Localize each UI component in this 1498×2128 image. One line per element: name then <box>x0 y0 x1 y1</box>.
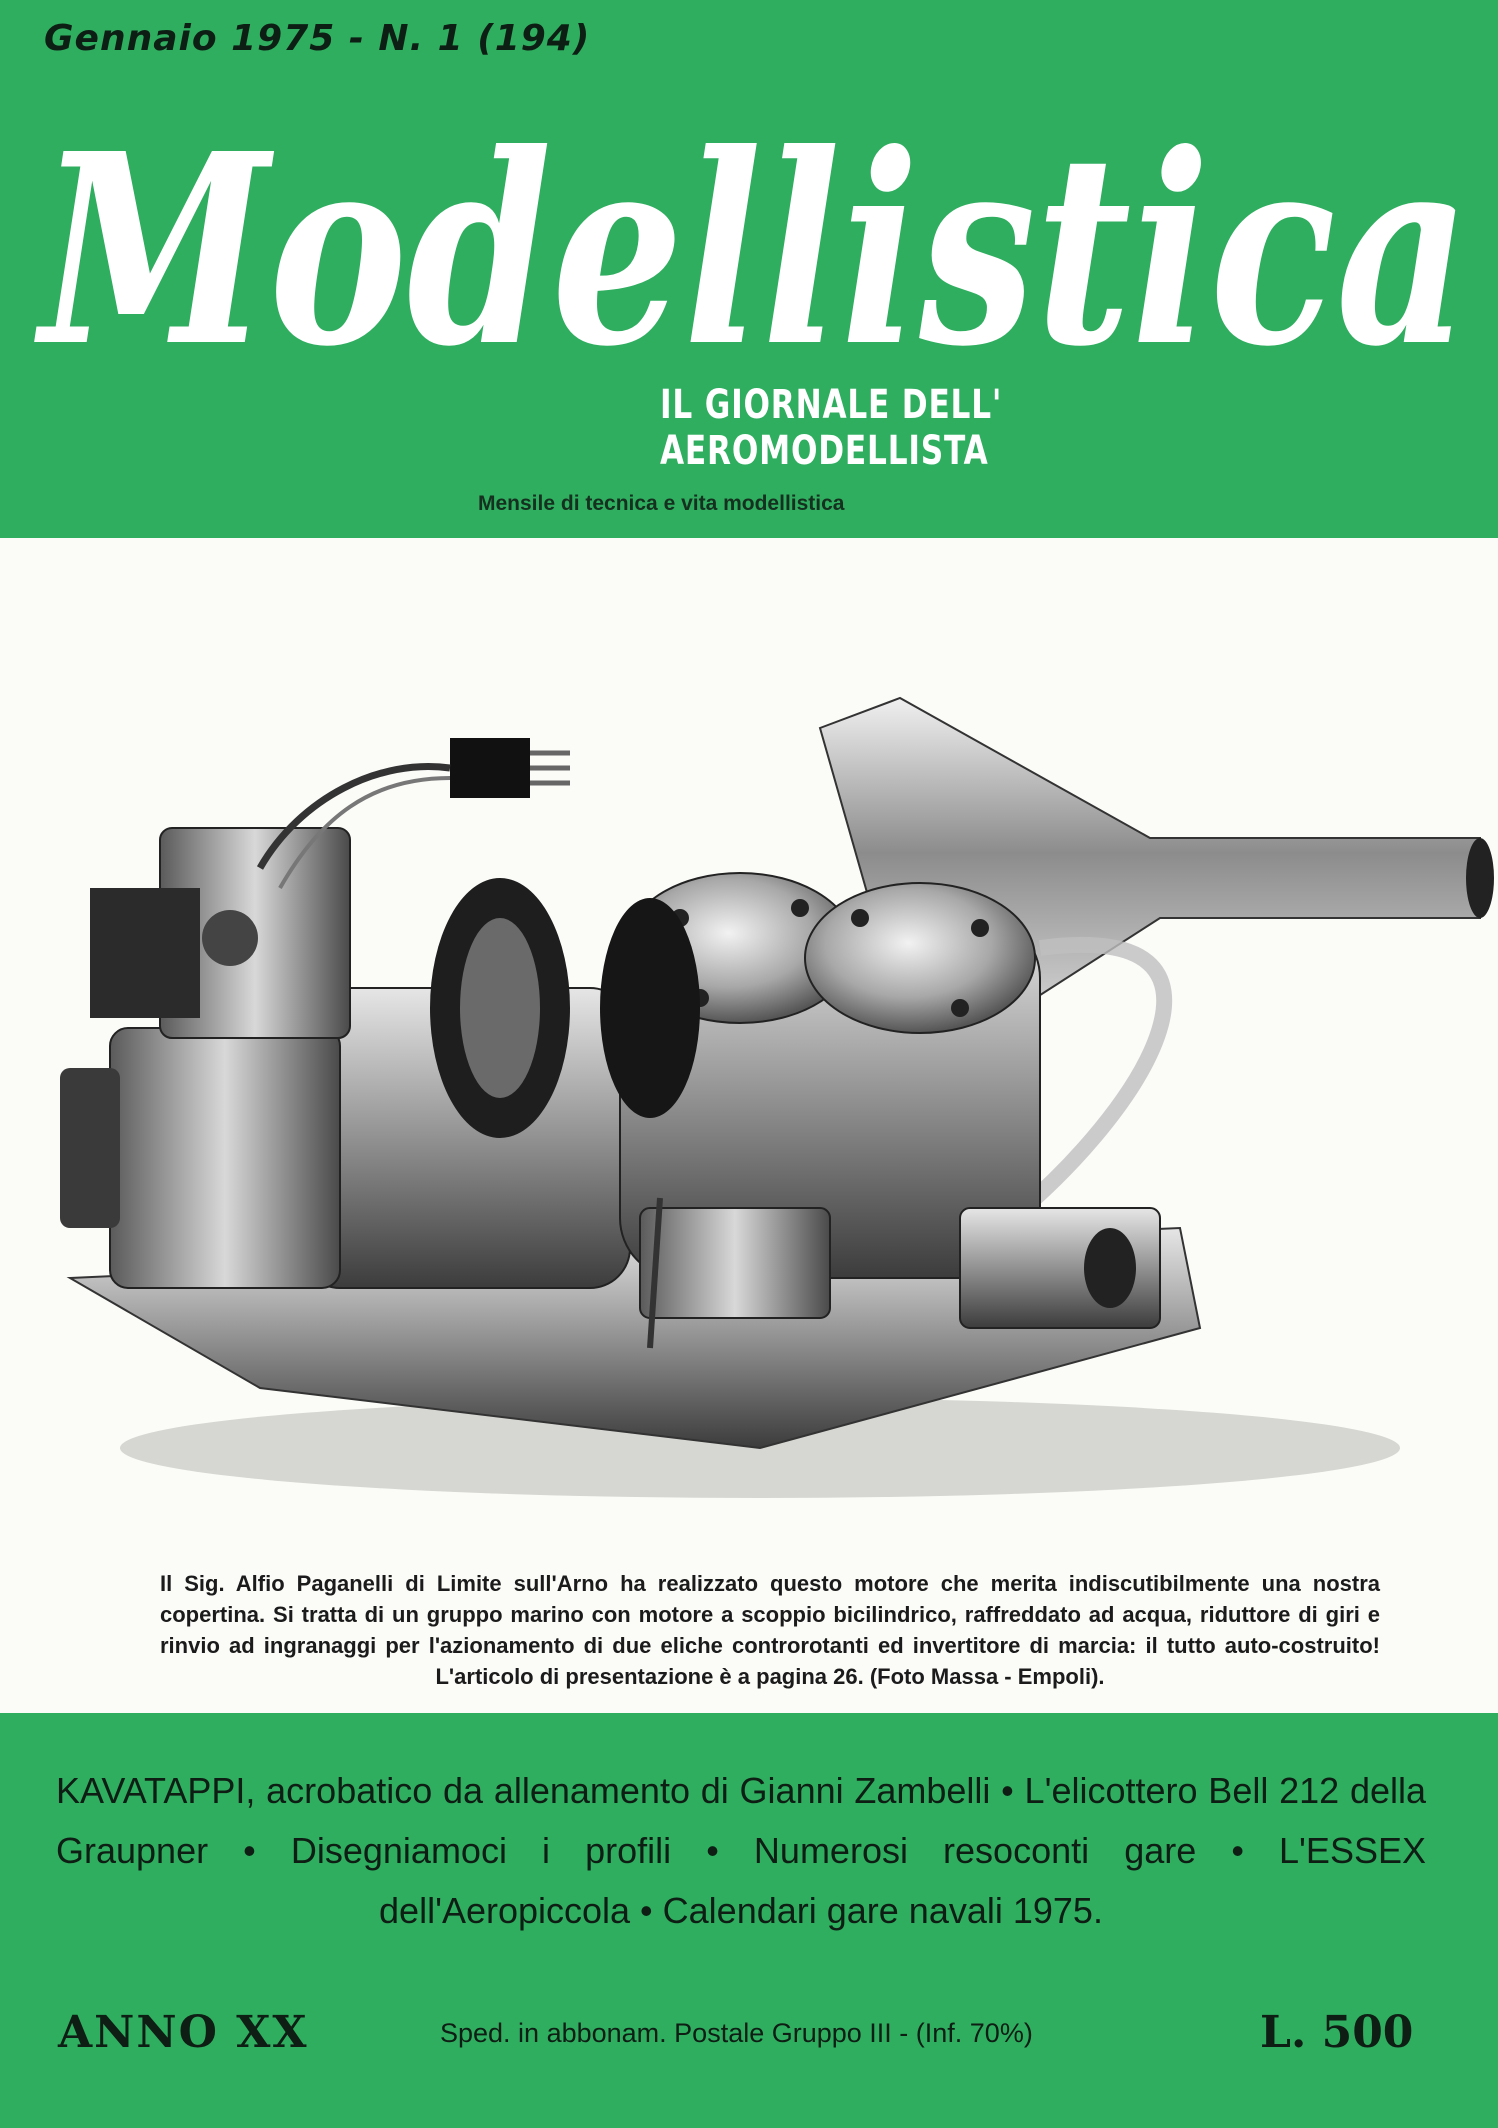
issue-date: Gennaio 1975 - N. 1 (194) <box>44 18 591 59</box>
electrical-connector <box>450 738 530 798</box>
gear-pulley <box>60 1068 120 1228</box>
volume-year: ANNO XX <box>58 2007 309 2058</box>
cylinder-head-right <box>805 883 1035 1033</box>
cover-caption: Il Sig. Alfio Paganelli di Limite sull'Arno ha realizzato questo motore che merita indiscutibilmente una nostra copertina. Si tratta di un gruppo marino con motore a scoppio bicilindrico, raffreddato ad acqua, riduttore di giri e rinvio ad ingranaggi per l'azionamento di due eliche controrotanti ed invertitore di marcia: il tutto auto-costruito! L'articolo di presentazione è a pagina 26. (Foto Massa - Empoli). <box>160 1571 1380 1689</box>
magazine-subtitle: IL GIORNALE DELL' AEROMODELLISTA <box>660 382 1003 474</box>
cover-footer <box>0 1713 1498 2128</box>
masthead <box>0 0 1498 538</box>
magazine-title: Modellistica <box>33 110 1470 404</box>
magazine-logo <box>30 110 1480 410</box>
gearbox <box>110 1028 340 1288</box>
postal-notice: Sped. in abbonam. Postale Gruppo III - (Inf. 70%) <box>440 2018 1033 2048</box>
cover-photo-panel <box>0 538 1498 1713</box>
magazine-tagline: Mensile di tecnica e vita modellistica <box>478 492 845 515</box>
carburettor <box>640 1208 830 1318</box>
issue-contents: KAVATAPPI, acrobatico da allenamento di Gianni Zambelli • L'elicottero Bell 212 della Graupner • Disegniamoci i profili • Numerosi resoconti gare • L'ESSEX dell'Aeropiccola • Calendari gare navali 1975. <box>56 1770 1426 1931</box>
drum <box>600 898 700 1118</box>
engine-photo <box>0 588 1498 1548</box>
cover-price: L. 500 <box>1260 2007 1414 2058</box>
exhaust-outlet <box>1466 838 1494 918</box>
control-linkage <box>90 888 200 1018</box>
